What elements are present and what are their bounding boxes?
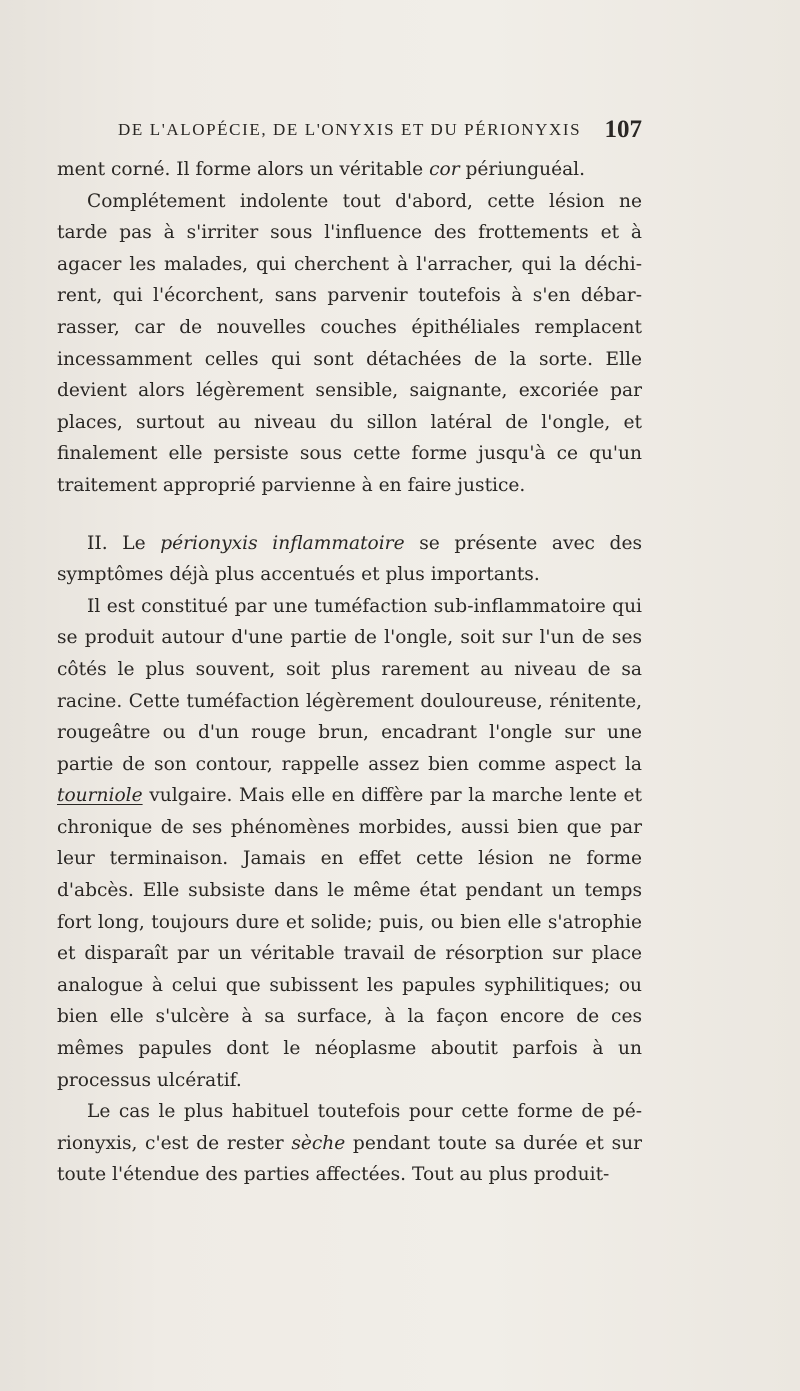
- paragraph: Complétement indolente tout d'abord, cette lésion ne tarde pas à s'irriter sous l'influence des frottements et à agacer les malades, qui cherchent à l'arracher, qui la déchirent, qui l'écorchent, sans parvenir toutefois à s'en débarrasser, car de nouvelles couches épithéliales remplacent incessamment celles qui sont détachées de la sorte. Elle devient alors légèrement sensible, saignante, excoriée par places, surtout au niveau du sillon latéral de l'ongle, et finalement elle persiste sous cette forme jusqu'à ce qu'un traitement approprié parvienne à en faire justice.: [57, 190, 642, 496]
- body-text: [57, 154, 642, 1191]
- text-run: Il est constitué par une tuméfaction sub-inflammatoire qui se produit autour d'une partie de l'ongle, soit sur l'un de ses côtés le plus souvent, soit plus rarement au niveau de sa racine. Cette tuméfaction légèrement douloureuse, rénitente, rougeâtre ou d'un rouge brun, encadrant l'ongle sur une partie de son contour, rappelle assez bien comme aspect la: [57, 595, 642, 775]
- text-run: II. Le: [87, 532, 161, 554]
- text-run: périunguéal.: [459, 159, 586, 180]
- page-header: [118, 116, 642, 150]
- italic-term: sèche: [291, 1132, 346, 1154]
- italic-term: cor: [429, 159, 460, 180]
- paragraph-continuation: [57, 154, 642, 186]
- text-run: se présente avec des symptômes déjà plus accentués et plus importants.: [57, 532, 642, 586]
- text-run: vulgaire. Mais elle en diffère par la marche lente et chronique de ses phénomènes morbides, aussi bien que par leur terminaison. Jamais en effet cette lésion ne forme d'abcès. Elle subsiste dans le même état pendant un temps fort long, toujours dure et solide; puis, ou bien elle s'atrophie et disparaît par un véritable travail de résorption sur place analogue à celui que subissent les papules syphilitiques; ou bien elle s'ulcère à sa surface, à la façon encore de ces mêmes papules dont le néoplasme aboutit parfois à un processus ulcératif.: [57, 785, 642, 1091]
- section-paragraph: [57, 528, 642, 591]
- text-run: Le cas le plus habituel toutefois pour cette forme de périonyxis, c'est de rester: [57, 1101, 642, 1154]
- running-title: DE L'ALOPÉCIE, DE L'ONYXIS ET DU PÉRIONYXIS: [118, 120, 582, 139]
- italic-term: périonyxis inflammatoire: [160, 532, 405, 554]
- text-run: ment corné. Il forme alors un véritable: [57, 159, 430, 180]
- italic-term: tourniole: [57, 785, 143, 807]
- page-number: 107: [604, 116, 642, 143]
- text-run: pendant toute sa durée et sur toute l'étendue des parties affectées. Tout au plus produit-: [57, 1132, 642, 1186]
- paragraph: [57, 1096, 642, 1191]
- paragraph: [57, 591, 642, 1097]
